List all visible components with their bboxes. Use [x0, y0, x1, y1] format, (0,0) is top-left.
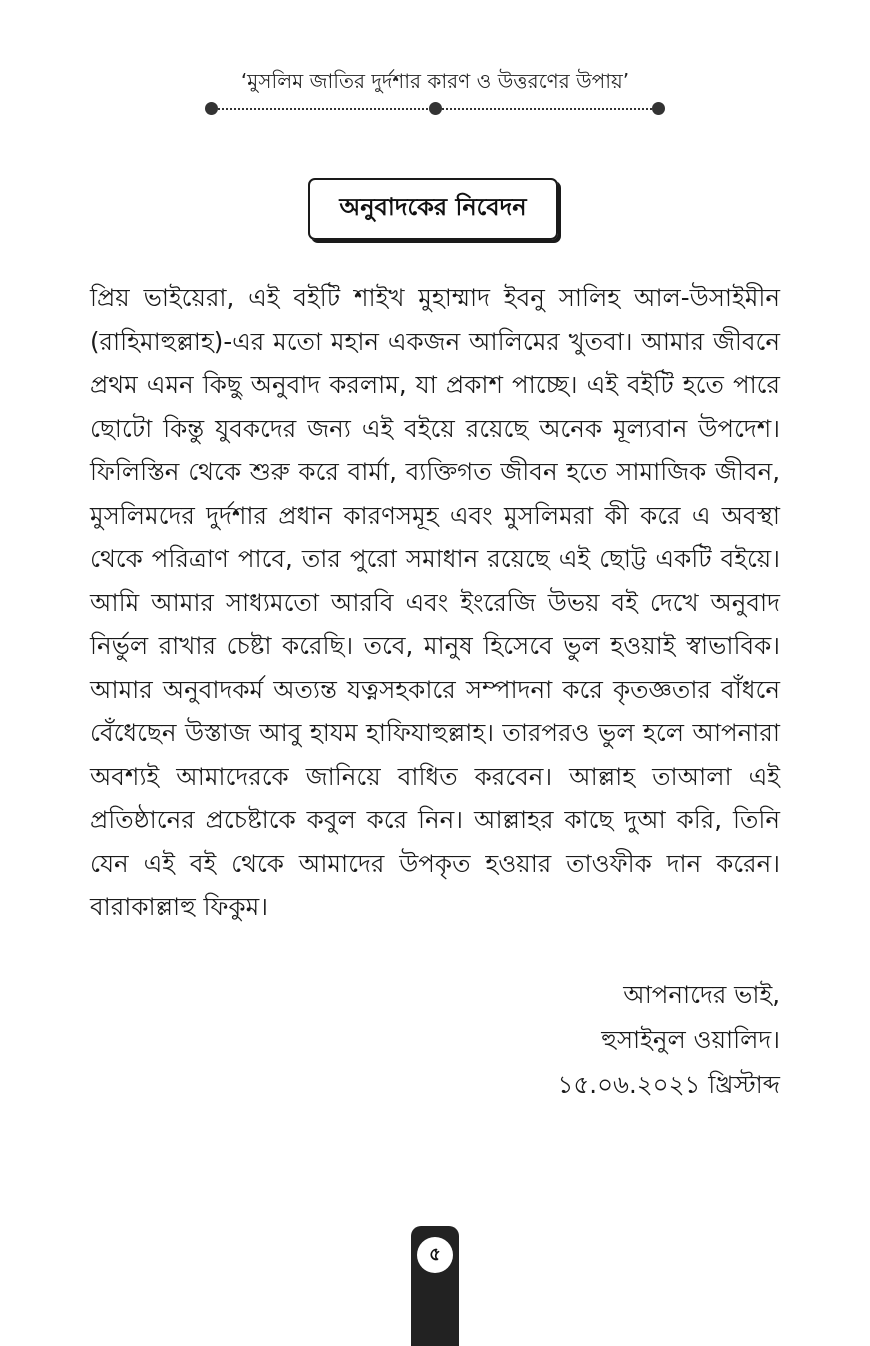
signature-block	[430, 972, 780, 1107]
header-divider-left-dot	[205, 102, 218, 115]
signature-closing: আপনাদের ভাই,	[623, 980, 780, 1009]
signature-name: হুসাইনুল ওয়ালিদ।	[601, 1025, 780, 1054]
page-number: ৫	[417, 1237, 453, 1273]
header-divider-right-dot	[652, 102, 665, 115]
body-paragraph: প্রিয় ভাইয়েরা, এই বইটি শাইখ মুহাম্মাদ ইবনু সালিহ আল-উসাইমীন (রাহিমাহুল্লাহ)-এর মতো মহান একজন আলিমের খুতবা। আমার জীবনে প্রথম এমন কিছু অনুবাদ করলাম, যা প্রকাশ পাচ্ছে। এই বইটি হতে পারে ছোটো কিন্তু যুবকদের জন্য এই বইয়ে রয়েছে অনেক মূল্যবান উপদেশ। ফিলিস্তিন থেকে শুরু করে বার্মা, ব্যক্তিগত জীবন হতে সামাজিক জীবন, মুসলিমদের দুর্দশার প্রধান কারণসমূহ এবং মুসলিমরা কী করে এ অবস্থা থেকে পরিত্রাণ পাবে, তার পুরো সমাধান রয়েছে এই ছোট্ট একটি বইয়ে। আমি আমার সাধ্যমতো আরবি এবং ইংরেজি উভয় বই দেখে অনুবাদ নির্ভুল রাখার চেষ্টা করেছি। তবে, মানুষ হিসেবে ভুল হওয়াই স্বাভাবিক। আমার অনুবাদকর্ম অত্যন্ত যত্নসহকারে সম্পাদনা করে কৃতজ্ঞতার বাঁধনে বেঁধেছেন উস্তাজ আবু হাযম হাফিযাহুল্লাহ। তারপরও ভুল হলে আপনারা অবশ্যই আমাদেরকে জানিয়ে বাধিত করবেন। আল্লাহ তাআলা এই প্রতিষ্ঠানের প্রচেষ্টাকে কবুল করে নিন। আল্লাহর কাছে দুআ করি, তিনি যেন এই বই থেকে আমাদের উপকৃত হওয়ার তাওফীক দান করেন। বারাকাল্লাহু ফিকুম।	[90, 283, 780, 921]
running-header-title: ‘মুসলিম জাতির দুর্দশার কারণ ও উত্তরণের উপায়’	[240, 69, 630, 93]
section-title-box	[308, 178, 558, 240]
section-title: অনুবাদকের নিবেদন	[339, 193, 527, 221]
signature-date: ১৫.০৬.২০২১ খ্রিস্টাব্দ	[557, 1070, 780, 1099]
header-divider	[205, 102, 665, 116]
header-divider-middle-dot	[429, 102, 442, 115]
